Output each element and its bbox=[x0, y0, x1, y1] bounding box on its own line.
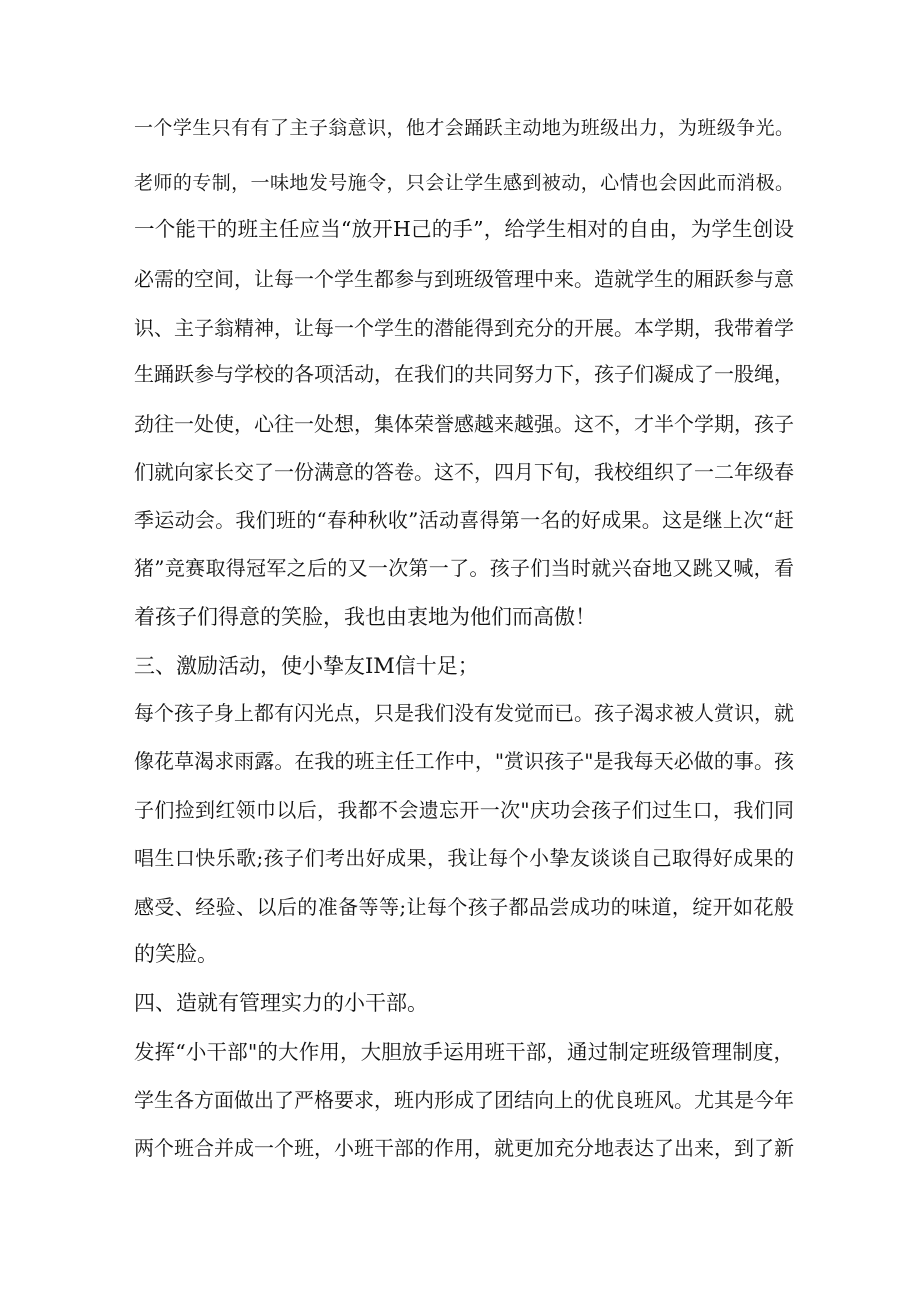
paragraph-line: 季运动会。我们班的“春种秋收”活动喜得第一名的好成果。这是继上次“赶 bbox=[134, 508, 794, 532]
paragraph-line: 识、主子翁精神，让每一个学生的潜能得到充分的开展。本学期，我带着学 bbox=[134, 316, 794, 340]
paragraph-line: 一个能干的班主任应当“放开H己的手”，给学生相对的自由，为学生创设 bbox=[134, 217, 794, 241]
paragraph-line: 着孩子们得意的笑脸，我也由衷地为他们而高傲！ bbox=[134, 605, 596, 629]
paragraph-line: 生踊跃参与学校的各项活动，在我们的共同努力下，孩子们凝成了一股绳， bbox=[134, 362, 794, 386]
paragraph-line: 学生各方面做出了严格要求，班内形成了团结向上的优良班风。尤其是今年 bbox=[134, 1088, 794, 1112]
paragraph-line: 子们捡到红领巾以后，我都不会遗忘开一次"庆功会孩子们过生口，我们同 bbox=[134, 798, 794, 822]
paragraph-line: 每个孩子身上都有闪光点，只是我们没有发觉而已。孩子渴求被人赏识，就 bbox=[134, 701, 794, 725]
paragraph-line: 劲往一处使，心往一处想，集体荣誉感越来越强。这不，才半个学期，孩子 bbox=[134, 412, 794, 436]
paragraph-line: 们就向家长交了一份满意的答卷。这不，四月下旬，我校组织了一二年级春 bbox=[134, 460, 794, 484]
paragraph-line: 的笑脸。 bbox=[134, 942, 218, 966]
paragraph-line: 发挥“小干部"的大作用，大胆放手运用班干部，通过制定班级管理制度， bbox=[134, 1040, 794, 1064]
paragraph-line: 一个学生只有有了主子翁意识，他才会踊跃主动地为班级出力，为班级争光。 bbox=[134, 117, 794, 139]
paragraph-line: 老师的专制，一味地发号施令，只会让学生感到被动，心情也会因此而消极。 bbox=[134, 172, 794, 194]
paragraph-line: 感受、经验、以后的准备等等;让每个孩子都品尝成功的味道，绽开如花般 bbox=[134, 895, 794, 919]
paragraph-line: 猪”竞赛取得冠军之后的又一次第一了。孩子们当时就兴奋地又跳又喊，看 bbox=[134, 556, 794, 580]
paragraph-line: 两个班合并成一个班，小班干部的作用，就更加充分地表达了出来，到了新 bbox=[134, 1136, 794, 1160]
section-heading: 三、激励活动，使小挚友IM信十足； bbox=[134, 654, 479, 678]
section-heading: 四、造就有管理实力的小干部。 bbox=[134, 991, 428, 1015]
paragraph-line: 必需的空间，让每一个学生都参与到班级管理中来。造就学生的厢跃参与意 bbox=[134, 267, 794, 291]
paragraph-line: 唱生口快乐歌;孩子们考出好成果，我让每个小挚友谈谈自己取得好成果的 bbox=[134, 846, 794, 870]
paragraph-line: 像花草渴求雨露。在我的班主任工作中，"赏识孩子"是我每天必做的事。孩 bbox=[134, 749, 794, 773]
